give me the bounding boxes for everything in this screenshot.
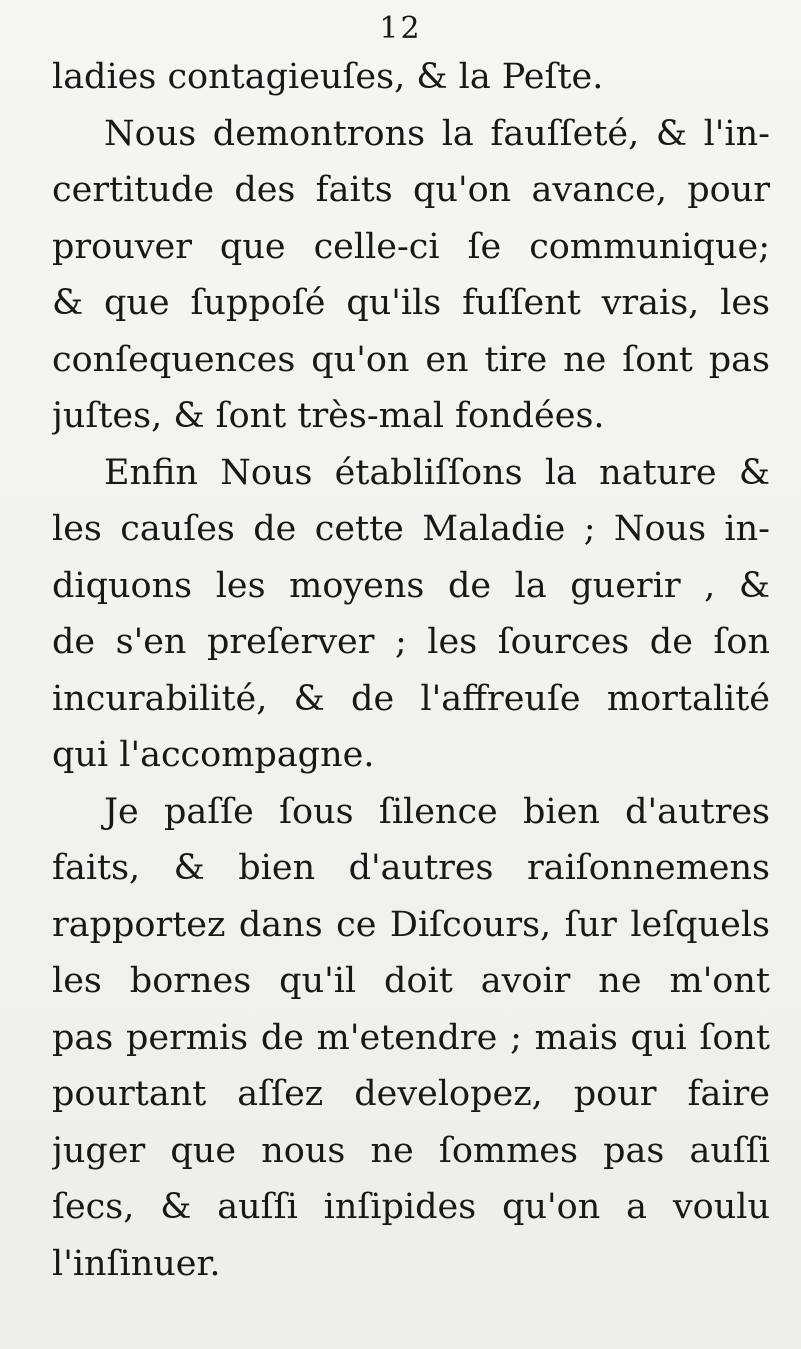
text-line: conſequences qu'on en tire ne ſont pas	[52, 339, 770, 380]
text-line: Je paſſe ſous ſilence bien d'autres	[104, 791, 770, 832]
body-text	[52, 49, 770, 1292]
text-line: diquons les moyens de la guerir , &	[52, 565, 770, 606]
text-line: ladies contagieuſes, & la Peſte.	[52, 57, 604, 97]
text-line: les cauſes de cette Maladie ; Nous in-	[52, 509, 770, 549]
text-line: pourtant aſſez developez, pour faire	[52, 1074, 770, 1114]
text-line: ſecs, & auſſi inſipides qu'on a voulu	[52, 1187, 770, 1227]
text-line: de s'en preſerver ; les ſources de ſon	[52, 622, 770, 662]
text-line: prouver que celle-ci ſe communique;	[52, 226, 770, 267]
text-line: rapportez dans ce Diſcours, ſur leſquels	[52, 904, 770, 945]
text-line: les bornes qu'il doit avoir ne m'ont	[52, 961, 770, 1001]
text-line: & que ſuppoſé qu'ils fuſſent vrais, les	[52, 283, 770, 323]
text-line: incurabilité, & de l'affreuſe mortalité	[52, 678, 770, 719]
text-line: juſtes, & ſont très-mal fondées.	[52, 396, 605, 436]
text-line: Nous demontrons la fauſſeté, & l'in-	[104, 113, 770, 154]
text-line: Enfin Nous établiſſons la nature &	[104, 452, 770, 493]
text-line: qui l'accompagne.	[52, 735, 375, 775]
page-number: 12	[379, 11, 422, 46]
text-line: faits, & bien d'autres raiſonnemens	[52, 848, 770, 888]
text-line: pas permis de m'etendre ; mais qui ſont	[52, 1017, 770, 1058]
text-line: l'inſinuer.	[52, 1243, 221, 1284]
text-line: juger que nous ne ſommes pas auſſi	[52, 1130, 770, 1171]
text-line: certitude des faits qu'on avance, pour	[52, 170, 770, 210]
